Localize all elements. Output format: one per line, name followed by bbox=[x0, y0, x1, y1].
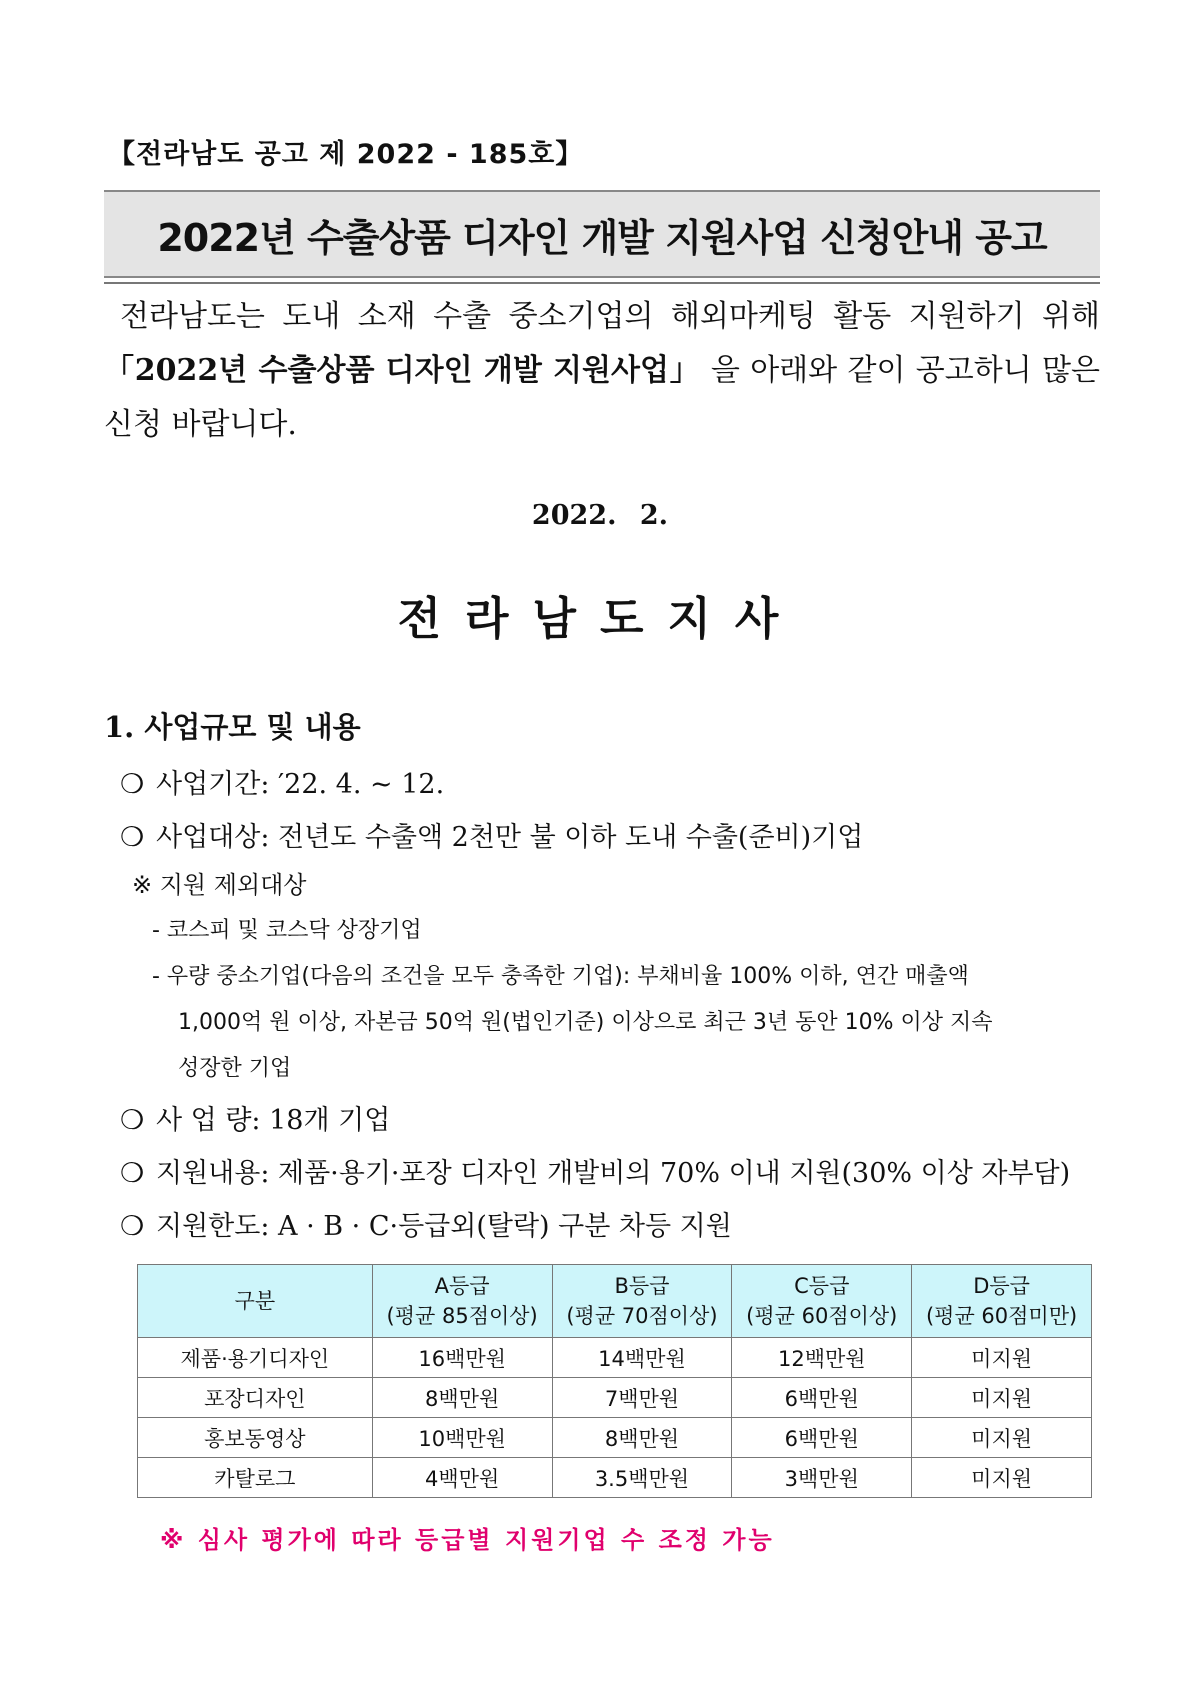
table-header-a bbox=[372, 1265, 552, 1338]
period-text: 사업기간: ′22. 4. ~ 12. bbox=[156, 769, 445, 800]
table-cell: 10백만원 bbox=[372, 1418, 552, 1458]
table-header-d bbox=[912, 1265, 1092, 1338]
bullet-circle-icon: ❍ bbox=[120, 1158, 145, 1189]
row-label: 포장디자인 bbox=[138, 1378, 373, 1418]
table-header-b bbox=[552, 1265, 732, 1338]
exclusion-item: - 우량 중소기업(다음의 조건을 모두 충족한 기업): 부채비율 100% 이하, 연간 매출액 bbox=[152, 964, 969, 989]
grade-criteria: (평균 70점이상) bbox=[566, 1304, 718, 1328]
grade-label: D등급 bbox=[973, 1274, 1030, 1298]
grade-label: B등급 bbox=[614, 1274, 670, 1298]
table-cell: 미지원 bbox=[912, 1338, 1092, 1378]
table-row bbox=[138, 1458, 1092, 1498]
grade-label: C등급 bbox=[794, 1274, 850, 1298]
program-name: 「2022년 수출상품 디자인 개발 지원사업」 bbox=[104, 353, 701, 388]
table-cell: 8백만원 bbox=[372, 1378, 552, 1418]
notice-number: 【전라남도 공고 제 2022 - 185호】 bbox=[108, 139, 584, 170]
grade-criteria: (평균 60점이상) bbox=[746, 1304, 898, 1328]
bullet-circle-icon: ❍ bbox=[120, 1211, 145, 1242]
table-cell: 6백만원 bbox=[732, 1378, 912, 1418]
limit-text: 지원한도: A · B · C·등급외(탈락) 구분 차등 지원 bbox=[156, 1211, 732, 1242]
table-cell: 8백만원 bbox=[552, 1418, 732, 1458]
bullet-content bbox=[120, 1151, 1070, 1190]
table-row bbox=[138, 1418, 1092, 1458]
intro-paragraph bbox=[104, 290, 1100, 452]
bullet-circle-icon: ❍ bbox=[120, 822, 145, 853]
content-text: 지원내용: 제품·용기·포장 디자인 개발비의 70% 이내 지원(30% 이상 자부담) bbox=[156, 1158, 1071, 1189]
table-header-corner: 구분 bbox=[138, 1265, 373, 1338]
target-text: 사업대상: 전년도 수출액 2천만 불 이하 도내 수출(준비)기업 bbox=[156, 822, 864, 853]
grade-table bbox=[137, 1264, 1092, 1498]
table-header-row bbox=[138, 1265, 1092, 1338]
exclusion-item: - 코스피 및 코스닥 상장기업 bbox=[152, 918, 422, 943]
table-cell: 3백만원 bbox=[732, 1458, 912, 1498]
bullet-volume bbox=[120, 1098, 390, 1137]
row-label: 카탈로그 bbox=[138, 1458, 373, 1498]
table-header-c bbox=[732, 1265, 912, 1338]
bullet-limit bbox=[120, 1204, 732, 1243]
table-cell: 12백만원 bbox=[732, 1338, 912, 1378]
footnote: ※ 심사 평가에 따라 등급별 지원기업 수 조정 가능 bbox=[160, 1526, 775, 1554]
issuer: 전라남도지사 bbox=[397, 592, 803, 645]
title-banner bbox=[104, 190, 1100, 278]
intro-text-after: 을 아래와 같이 공고하니 많은 신청 바랍니다. bbox=[104, 353, 1100, 442]
intro-text-before: 전라남도는 도내 소재 수출 중소기업의 해외마케팅 활동 지원하기 위해 bbox=[120, 299, 1100, 334]
volume-text: 사 업 량: 18개 기업 bbox=[156, 1105, 391, 1136]
bullet-circle-icon: ❍ bbox=[120, 1105, 145, 1136]
grade-label: A등급 bbox=[434, 1274, 490, 1298]
table-cell: 14백만원 bbox=[552, 1338, 732, 1378]
exclusion-item-cont: 1,000억 원 이상, 자본금 50억 원(법인기준) 이상으로 최근 3년 동안 10% 이상 지속 bbox=[178, 1010, 993, 1035]
notice-date: 2022. 2. bbox=[531, 500, 669, 531]
table-row bbox=[138, 1378, 1092, 1418]
bullet-target bbox=[120, 815, 863, 854]
table-cell: 3.5백만원 bbox=[552, 1458, 732, 1498]
table-cell: 미지원 bbox=[912, 1418, 1092, 1458]
grade-criteria: (평균 60점미만) bbox=[925, 1304, 1078, 1328]
exclusion-title: ※ 지원 제외대상 bbox=[132, 871, 307, 899]
grade-criteria: (평균 85점이상) bbox=[386, 1304, 538, 1328]
table-cell: 7백만원 bbox=[552, 1378, 732, 1418]
table-cell: 16백만원 bbox=[372, 1338, 552, 1378]
section-title: 1. 사업규모 및 내용 bbox=[104, 710, 361, 744]
bullet-circle-icon: ❍ bbox=[120, 769, 145, 800]
page-title: 2022년 수출상품 디자인 개발 지원사업 신청안내 공고 bbox=[157, 215, 1047, 260]
table-cell: 6백만원 bbox=[732, 1418, 912, 1458]
row-label: 홍보동영상 bbox=[138, 1418, 373, 1458]
table-cell: 미지원 bbox=[912, 1378, 1092, 1418]
table-cell: 4백만원 bbox=[372, 1458, 552, 1498]
bullet-period bbox=[120, 762, 444, 801]
exclusion-item-cont: 성장한 기업 bbox=[178, 1056, 292, 1081]
table-cell: 미지원 bbox=[912, 1458, 1092, 1498]
row-label: 제품·용기디자인 bbox=[138, 1338, 373, 1378]
table-row bbox=[138, 1338, 1092, 1378]
